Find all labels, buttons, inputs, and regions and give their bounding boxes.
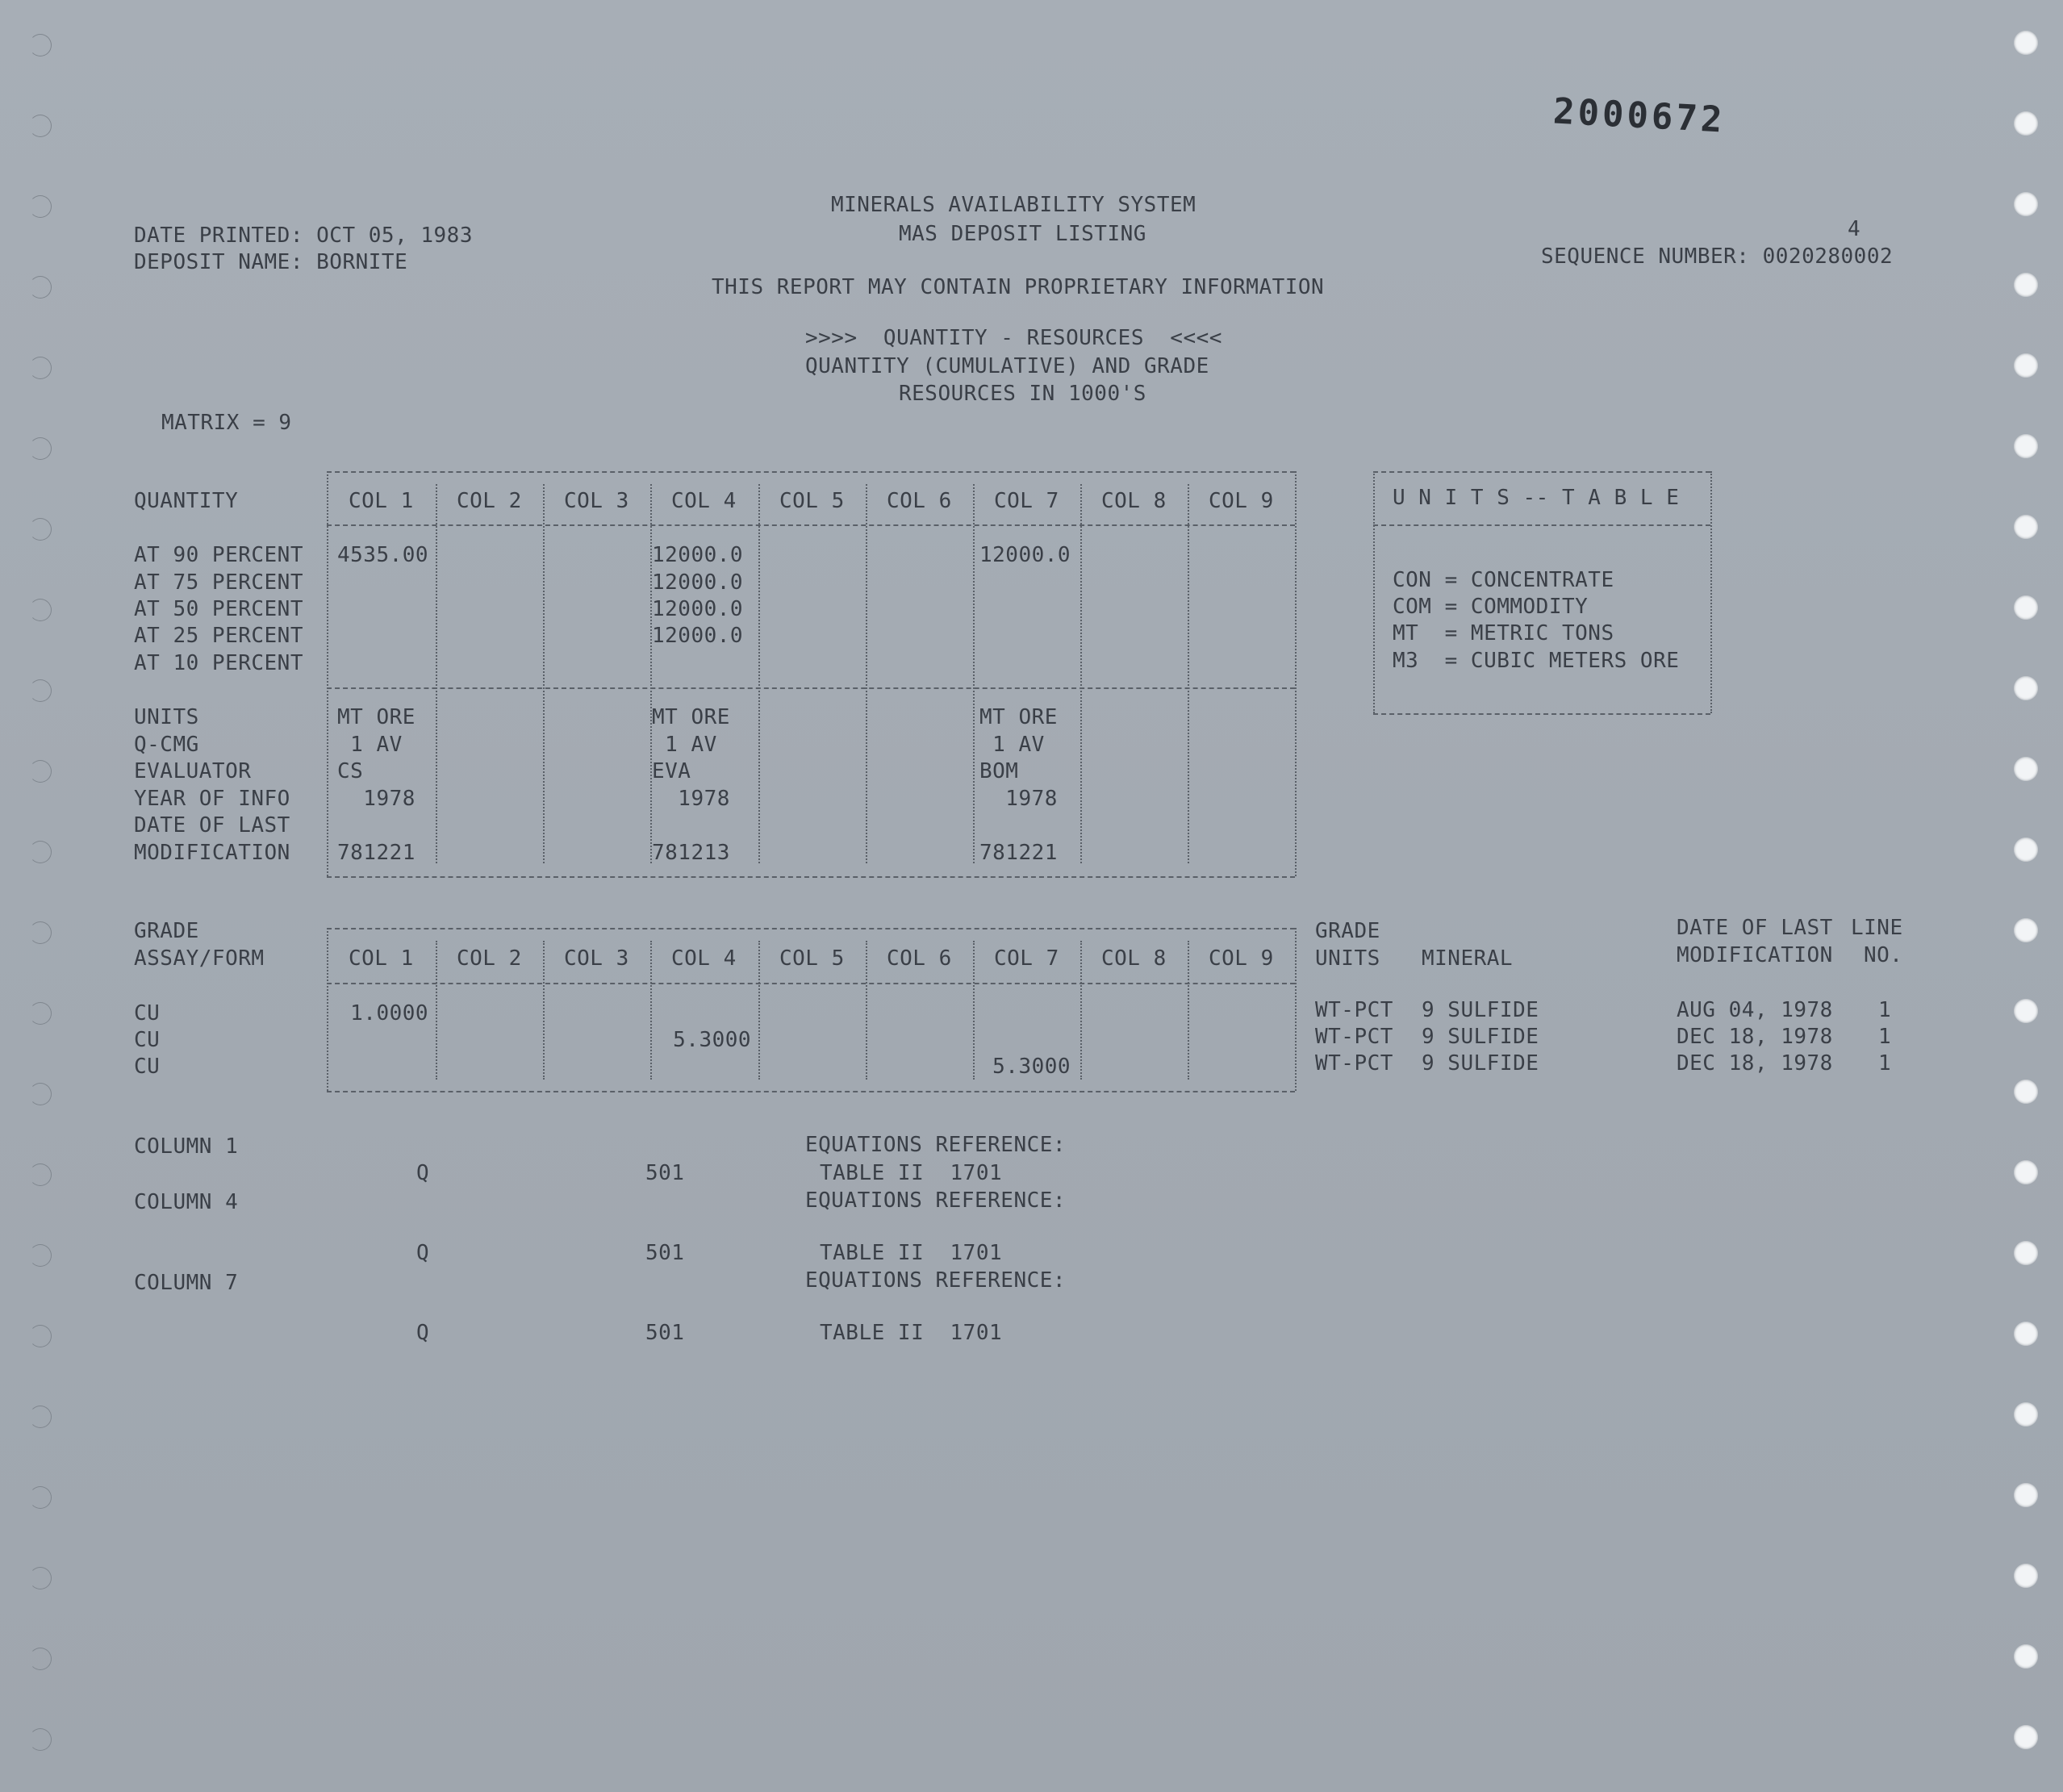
line-number: 1 (1878, 998, 1892, 1022)
line-number: 1 (1878, 1051, 1892, 1076)
grade-table-bottom-rule (327, 1091, 1295, 1092)
cell-col4: 1 AV (652, 733, 717, 757)
equation-table: TABLE II 1701 (820, 1161, 1003, 1185)
line-no-header-1: LINE (1851, 916, 1903, 940)
mineral-header: MINERAL (1422, 946, 1514, 971)
equation-column: COLUMN 7 (134, 1271, 239, 1295)
feed-hole-icon (29, 599, 52, 621)
sequence-number: SEQUENCE NUMBER: 0020280002 (1541, 244, 1894, 269)
system-title: MINERALS AVAILABILITY SYSTEM (831, 193, 1196, 217)
feed-hole-icon (29, 1406, 52, 1428)
grade-units-header-1: GRADE (1315, 919, 1380, 943)
assay-form-label: ASSAY/FORM (134, 946, 265, 971)
separator (327, 928, 328, 1091)
quantity-col-header: COL 4 (671, 489, 737, 513)
units-table-right-rule (1710, 471, 1712, 713)
grade-col-header: COL 7 (994, 946, 1059, 971)
feed-hole-icon (29, 841, 52, 863)
feed-hole-icon (29, 1648, 52, 1670)
cell-col7: 781221 (979, 841, 1058, 865)
grade-col-header: COL 4 (671, 946, 737, 971)
grade-col-header: COL 2 (457, 946, 522, 971)
date-last-header-1: DATE OF LAST (1677, 916, 1833, 940)
separator (973, 484, 975, 863)
separator (327, 471, 328, 876)
feed-hole-icon (29, 1486, 52, 1509)
cell-col7: 1 AV (979, 733, 1045, 757)
grade-col-header: COL 1 (349, 946, 414, 971)
units-table-bottom-rule (1373, 713, 1710, 715)
cell-col7: 1978 (979, 787, 1058, 811)
feed-hole-icon (29, 518, 52, 541)
row-label: AT 10 PERCENT (134, 651, 303, 675)
feed-hole-icon (2014, 111, 2038, 136)
cell-col1: 1.0000 (337, 1001, 429, 1025)
feed-hole-icon (2014, 192, 2038, 216)
quantity-table-top-rule (327, 471, 1295, 473)
grade-col-header: COL 9 (1209, 946, 1274, 971)
feed-hole-icon (29, 276, 52, 299)
units-table-left-rule (1373, 471, 1375, 713)
feed-hole-icon (2014, 353, 2038, 378)
cell-col1: MT ORE (337, 705, 416, 729)
cell-col4: 5.3000 (660, 1028, 752, 1052)
cell-col7: 12000.0 (979, 543, 1071, 567)
units-entry: CON = CONCENTRATE (1393, 568, 1614, 592)
separator (1080, 941, 1082, 1080)
equation-column: COLUMN 1 (134, 1134, 239, 1159)
cell-col4: MT ORE (652, 705, 730, 729)
grade-table-header-rule (327, 983, 1295, 984)
feed-hole-icon (2014, 999, 2038, 1023)
date-printed: DATE PRINTED: OCT 05, 1983 (134, 223, 473, 248)
feed-hole-icon (29, 1163, 52, 1186)
feed-hole-icon (29, 115, 52, 137)
mineral: 9 SULFIDE (1422, 1025, 1539, 1049)
mineral: 9 SULFIDE (1422, 998, 1539, 1022)
listing-title: MAS DEPOSIT LISTING (899, 222, 1146, 246)
equation-reference: EQUATIONS REFERENCE: (805, 1133, 1067, 1157)
units-table-title: U N I T S -- T A B L E (1393, 486, 1680, 510)
units-table-top-rule (1373, 471, 1710, 473)
grade-label: GRADE (134, 919, 199, 943)
feed-hole-icon (2014, 434, 2038, 458)
feed-hole-icon (2014, 757, 2038, 781)
feed-hole-icon (2014, 1725, 2038, 1749)
feed-hole-icon (29, 679, 52, 702)
cell-col7: 5.3000 (979, 1055, 1071, 1079)
cell-col7: MT ORE (979, 705, 1058, 729)
feed-hole-icon (2014, 31, 2038, 55)
row-label: YEAR OF INFO (134, 787, 290, 811)
feed-hole-icon (29, 921, 52, 944)
feed-hole-icon (29, 1325, 52, 1347)
subtitle-cumulative: QUANTITY (CUMULATIVE) AND GRADE (805, 354, 1209, 378)
row-label: AT 25 PERCENT (134, 624, 303, 648)
grade-table-top-rule (327, 928, 1295, 929)
separator (1080, 484, 1082, 863)
quantity-label: QUANTITY (134, 489, 239, 513)
feed-hole-icon (2014, 515, 2038, 539)
grade-col-header: COL 5 (779, 946, 845, 971)
equation-table: TABLE II 1701 (820, 1241, 1003, 1265)
units-entry: M3 = CUBIC METERS ORE (1393, 649, 1680, 673)
grade-units: WT-PCT (1315, 1025, 1393, 1049)
separator (758, 941, 760, 1080)
feed-hole-icon (2014, 1644, 2038, 1669)
quantity-col-header: COL 7 (994, 489, 1059, 513)
feed-hole-icon (29, 760, 52, 783)
cell-col4: 12000.0 (652, 543, 744, 567)
quantity-table-header-rule (327, 524, 1295, 526)
row-label: MODIFICATION (134, 841, 290, 865)
mineral: 9 SULFIDE (1422, 1051, 1539, 1076)
quantity-table-bottom-rule (327, 876, 1295, 878)
separator (436, 484, 437, 863)
quantity-col-header: COL 8 (1101, 489, 1167, 513)
grade-col-header: COL 8 (1101, 946, 1167, 971)
row-label: DATE OF LAST (134, 813, 290, 838)
feed-hole-icon (2014, 1483, 2038, 1507)
separator (1188, 484, 1189, 863)
grade-col-header: COL 6 (887, 946, 952, 971)
separator (543, 941, 545, 1080)
quantity-col-header: COL 1 (349, 489, 414, 513)
row-label: AT 90 PERCENT (134, 543, 303, 567)
separator (866, 941, 867, 1080)
cell-col7: BOM (979, 759, 1019, 783)
feed-hole-icon (2014, 1241, 2038, 1265)
feed-hole-icon (2014, 1402, 2038, 1426)
feed-hole-icon (2014, 1322, 2038, 1346)
feed-hole-icon (29, 357, 52, 379)
row-label: Q-CMG (134, 733, 199, 757)
feed-hole-icon (29, 1002, 52, 1025)
feed-hole-icon (2014, 676, 2038, 700)
feed-hole-icon (29, 437, 52, 460)
grade-col-header: COL 3 (564, 946, 629, 971)
separator (758, 484, 760, 863)
cell-col4: 12000.0 (652, 570, 744, 595)
quantity-col-header: COL 3 (564, 489, 629, 513)
row-label: UNITS (134, 705, 199, 729)
feed-hole-icon (2014, 838, 2038, 862)
line-no-header-2: NO. (1864, 943, 1903, 967)
separator (1188, 941, 1189, 1080)
cell-col1: 781221 (337, 841, 416, 865)
equation-q: Q (416, 1321, 430, 1345)
feed-hole-icon (2014, 595, 2038, 620)
cell-col4: 12000.0 (652, 624, 744, 648)
modification-date: AUG 04, 1978 (1677, 998, 1833, 1022)
row-label: EVALUATOR (134, 759, 252, 783)
quantity-col-header: COL 2 (457, 489, 522, 513)
matrix-label: MATRIX = 9 (161, 411, 292, 435)
equation-number: 501 (645, 1241, 685, 1265)
feed-hole-icon (2014, 918, 2038, 942)
equation-reference: EQUATIONS REFERENCE: (805, 1268, 1067, 1293)
cell-col1: 1 AV (337, 733, 403, 757)
equation-number: 501 (645, 1321, 685, 1345)
grade-units: WT-PCT (1315, 1051, 1393, 1076)
separator (973, 941, 975, 1080)
equation-q: Q (416, 1161, 430, 1185)
units-entry: MT = METRIC TONS (1393, 621, 1614, 645)
units-entry: COM = COMMODITY (1393, 595, 1589, 619)
cell-col4: EVA (652, 759, 691, 783)
row-label: CU (134, 1055, 161, 1079)
deposit-name: DEPOSIT NAME: BORNITE (134, 250, 408, 274)
separator (650, 941, 652, 1080)
feed-hole-icon (29, 1244, 52, 1267)
modification-date: DEC 18, 1978 (1677, 1025, 1833, 1049)
feed-hole-icon (29, 1567, 52, 1589)
quantity-col-header: COL 5 (779, 489, 845, 513)
separator (436, 941, 437, 1080)
separator (1295, 928, 1297, 1091)
separator (1295, 471, 1297, 876)
cell-col1: CS (337, 759, 364, 783)
line-number: 1 (1878, 1025, 1892, 1049)
feed-hole-icon (2014, 1564, 2038, 1588)
equation-column: COLUMN 4 (134, 1190, 239, 1214)
cell-col4: 1978 (652, 787, 730, 811)
feed-hole-icon (29, 195, 52, 218)
section-heading: >>>> QUANTITY - RESOURCES <<<< (805, 326, 1222, 350)
quantity-col-header: COL 6 (887, 489, 952, 513)
row-label: CU (134, 1028, 161, 1052)
feed-hole-icon (2014, 273, 2038, 297)
grade-units: WT-PCT (1315, 998, 1393, 1022)
feed-hole-icon (2014, 1160, 2038, 1184)
feed-hole-icon (29, 1728, 52, 1751)
separator (650, 484, 652, 863)
cell-col1: 1978 (337, 787, 416, 811)
feed-hole-icon (29, 1083, 52, 1105)
cell-col4: 12000.0 (652, 597, 744, 621)
feed-hole-icon (29, 34, 52, 56)
modification-date: DEC 18, 1978 (1677, 1051, 1833, 1076)
feed-hole-icon (2014, 1080, 2038, 1104)
equation-number: 501 (645, 1161, 685, 1185)
quantity-table-mid-rule (327, 687, 1295, 689)
grade-units-header-2: UNITS (1315, 946, 1380, 971)
date-last-header-2: MODIFICATION (1677, 943, 1833, 967)
cell-col1: 4535.00 (337, 543, 429, 567)
equation-table: TABLE II 1701 (820, 1321, 1003, 1345)
row-label: CU (134, 1001, 161, 1025)
proprietary-notice: THIS REPORT MAY CONTAIN PROPRIETARY INFORMATION (712, 275, 1325, 299)
page-number: 4 (1848, 217, 1861, 241)
equation-reference: EQUATIONS REFERENCE: (805, 1188, 1067, 1213)
separator (543, 484, 545, 863)
stamp-number: 2000672 (1551, 90, 1727, 141)
row-label: AT 75 PERCENT (134, 570, 303, 595)
row-label: AT 50 PERCENT (134, 597, 303, 621)
units-table-header-rule (1373, 524, 1710, 526)
equation-q: Q (416, 1241, 430, 1265)
cell-col4: 781213 (652, 841, 730, 865)
separator (866, 484, 867, 863)
subtitle-resources: RESOURCES IN 1000'S (899, 382, 1146, 406)
quantity-col-header: COL 9 (1209, 489, 1274, 513)
